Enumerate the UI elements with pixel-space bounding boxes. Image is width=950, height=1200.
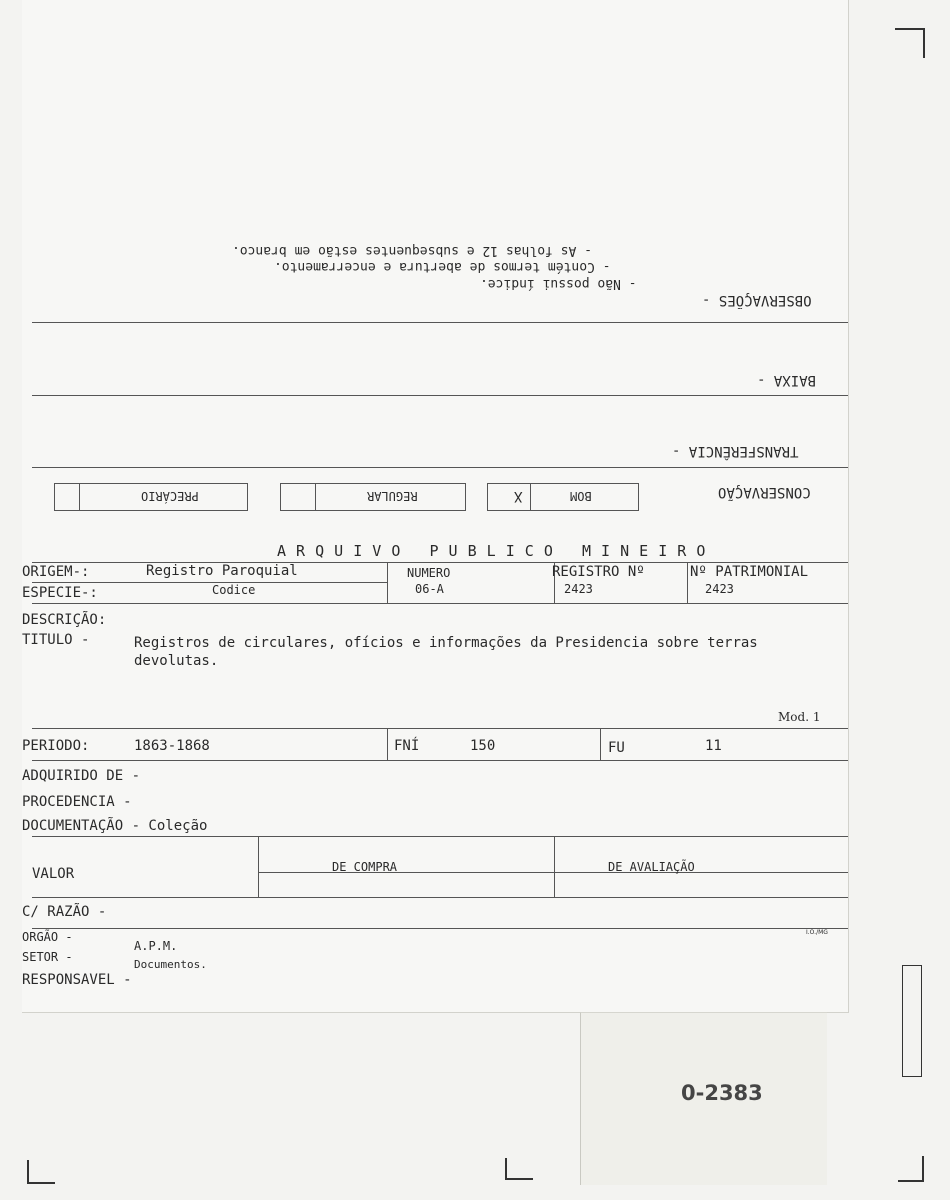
precario-label: PRECÁRIO [141, 489, 199, 503]
fni-label: FNÍ [394, 738, 420, 754]
bom-mark: X [514, 488, 523, 504]
titulo-label: TITULO - [22, 632, 90, 648]
printer-mark: I.O./MG [806, 929, 828, 936]
number-stamp-card [580, 1012, 827, 1185]
column-divider [554, 836, 555, 897]
checkbox-regular[interactable] [280, 483, 466, 511]
bom-label: BOM [570, 489, 592, 503]
column-divider [387, 728, 388, 760]
observacoes-label: OBSERVAÇÕES - [702, 292, 812, 308]
adquirido-label: ADQUIRIDO DE - [22, 768, 141, 784]
divider [32, 728, 848, 729]
corner-mark-top-right [895, 28, 925, 58]
corner-mark-bottom-center [505, 1158, 533, 1180]
titulo-value: Registros de circulares, ofícios e informações da Presidencia sobre terras [134, 635, 758, 651]
procedencia-label: PROCEDENCIA - [22, 794, 132, 810]
registro-label: REGISTRO Nº [552, 564, 645, 580]
razao-label: C/ RAZÃO - [22, 904, 107, 920]
divider [32, 582, 387, 583]
archive-title: A R Q U I V O P U B L I C O M I N E I R O [277, 542, 706, 560]
valor-label: VALOR [32, 866, 75, 882]
periodo-value: 1863-1868 [134, 738, 210, 754]
column-divider [687, 562, 688, 603]
corner-mark-bottom-left [27, 1160, 55, 1184]
descricao-label: DESCRIÇÃO: [22, 612, 107, 628]
periodo-label: PERIODO: [22, 738, 90, 754]
patrimonial-label: Nº PATRIMONIAL [690, 564, 809, 580]
column-divider [387, 562, 388, 603]
divider [32, 928, 848, 929]
especie-label: ESPECIE-: [22, 585, 98, 601]
patrimonial-value: 2423 [705, 582, 734, 596]
especie-value: Codice [212, 583, 256, 597]
divider [32, 836, 848, 837]
titulo-value-continued: devolutas. [134, 653, 219, 669]
divider [32, 322, 848, 323]
responsavel-label: RESPONSAVEL - [22, 972, 132, 988]
numero-value: 06-A [415, 582, 444, 596]
side-slot-right [902, 965, 922, 1077]
transferencia-label: TRANSFERÊNCIA - [672, 443, 799, 459]
setor-value: Documentos. [134, 958, 207, 971]
orgao-label: ORGÃO - [22, 930, 73, 944]
divider [32, 603, 848, 604]
fni-value: 150 [470, 738, 496, 754]
column-divider [258, 836, 259, 897]
divider [32, 467, 848, 468]
regular-label: REGULAR [367, 489, 418, 503]
de-avaliacao-label: DE AVALIAÇÃO [608, 860, 695, 874]
divider [32, 395, 848, 396]
stamp-number: 0-2383 [681, 1081, 763, 1105]
origem-label: ORIGEM-: [22, 564, 90, 580]
observacoes-note: - Contém termos de abertura e encerramento. [274, 259, 611, 274]
origem-value: Registro Paroquial [146, 563, 298, 579]
observacoes-note: - Não possui índice. [480, 276, 637, 291]
baixa-label: BAIXA - [757, 372, 817, 388]
divider [32, 897, 848, 898]
catalog-card [22, 0, 849, 1013]
conservacao-label: CONSERVAÇÃO [718, 484, 811, 500]
registro-value: 2423 [564, 582, 593, 596]
checkbox-bom[interactable] [487, 483, 639, 511]
corner-mark-bottom-right [898, 1156, 924, 1182]
divider [32, 760, 848, 761]
model-number: Mod. 1 [778, 710, 821, 724]
orgao-value: A.P.M. [134, 939, 178, 953]
fu-label: FU [608, 740, 625, 756]
observacoes-note: - As folhas 12 e subsequentes estão em branco. [232, 243, 593, 258]
de-compra-label: DE COMPRA [332, 860, 398, 874]
setor-label: SETOR - [22, 950, 73, 964]
fu-value: 11 [705, 738, 722, 754]
checkbox-precario[interactable] [54, 483, 248, 511]
column-divider [600, 728, 601, 760]
documentacao-label: DOCUMENTAÇÃO - Coleção [22, 818, 208, 834]
numero-label: NUMERO [407, 566, 451, 580]
